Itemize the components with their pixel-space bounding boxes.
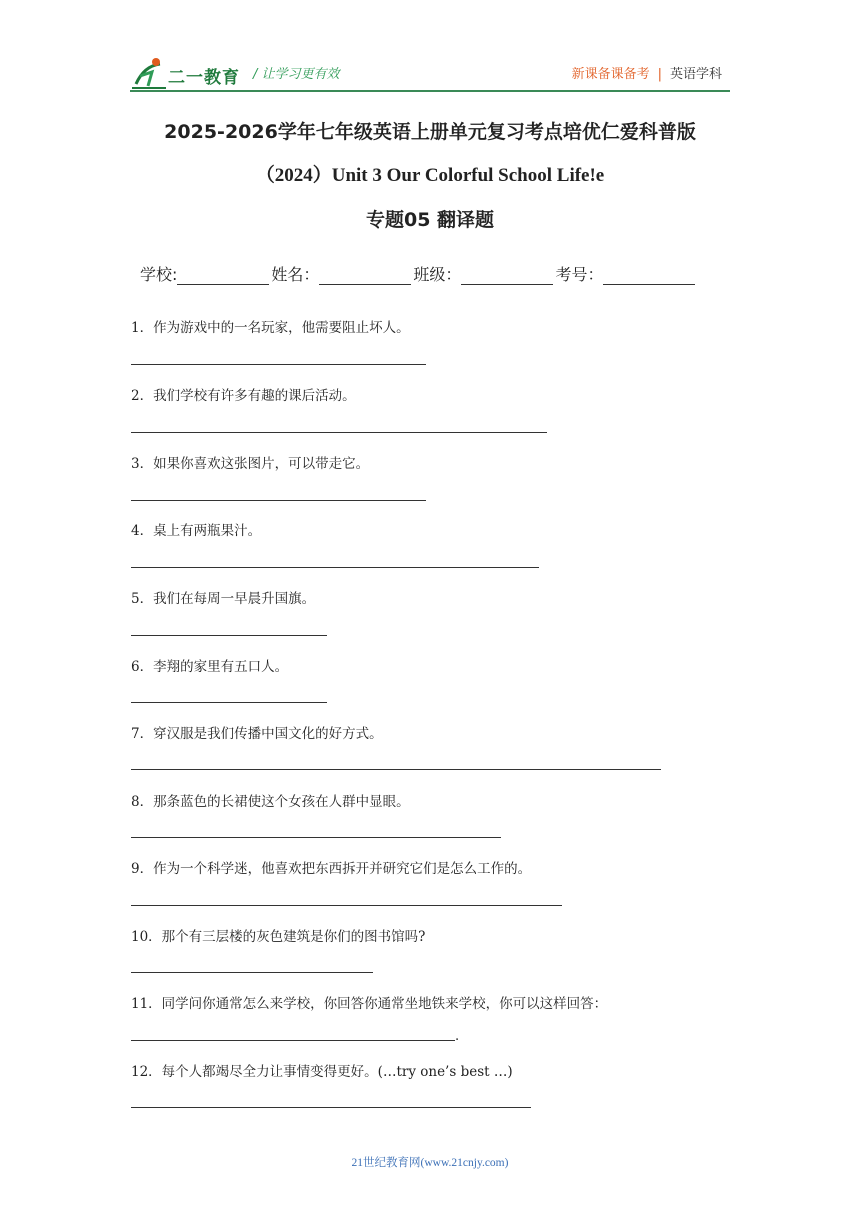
answer-line-7[interactable]: [131, 769, 661, 770]
question-10: 10．那个有三层楼的灰色建筑是你们的图书馆吗?: [131, 929, 426, 945]
answer-line-10[interactable]: [131, 972, 373, 973]
number-label: 考号：: [555, 265, 604, 284]
student-info-row: [140, 262, 697, 285]
answer-line-5[interactable]: [131, 635, 327, 636]
document-title: 2025-2026学年七年级英语上册单元复习考点培优仁爱科普版: [164, 121, 696, 143]
runner-logo-icon: [130, 56, 170, 90]
school-label: 学校:: [140, 265, 178, 284]
answer-line-12[interactable]: [131, 1107, 531, 1108]
tag-course-prep: 新课备课备考: [571, 67, 650, 82]
answer-line-3[interactable]: [131, 500, 426, 501]
topic-title: 专题05 翻译题: [365, 209, 495, 231]
tag-separator: |: [657, 67, 662, 82]
logo-text: 二一教育: [168, 68, 240, 88]
answer-line-2[interactable]: [131, 432, 547, 433]
school-blank[interactable]: [177, 266, 269, 285]
header-divider: [130, 90, 730, 92]
footer-source: 21世纪教育网(www.21cnjy.com): [351, 1157, 509, 1169]
question-9: 9．作为一个科学迷，他喜欢把东西拆开并研究它们是怎么工作的。: [131, 861, 532, 877]
question-12: 12．每个人都竭尽全力让事情变得更好。(…try one’s best …): [131, 1064, 513, 1080]
question-2: 2．我们学校有许多有趣的课后活动。: [131, 388, 356, 404]
question-7: 7．穿汉服是我们传播中国文化的好方式。: [131, 726, 383, 742]
answer-line-11[interactable]: [131, 1040, 455, 1041]
question-11: 11．同学问你通常怎么来学校，你回答你通常坐地铁来学校，你可以这样回答：: [131, 996, 608, 1012]
tag-subject: 英语学科: [669, 67, 722, 82]
question-8: 8．那条蓝色的长裙使这个女孩在人群中显眼。: [131, 794, 410, 810]
answer-line-6[interactable]: [131, 702, 327, 703]
answer-line-8[interactable]: [131, 837, 501, 838]
answer-line-4[interactable]: [131, 567, 539, 568]
header-tags: [572, 63, 722, 82]
class-blank[interactable]: [461, 266, 553, 285]
answer-period: .: [455, 1029, 460, 1044]
question-4: 4．桌上有两瓶果汁。: [131, 523, 262, 539]
name-blank[interactable]: [319, 266, 411, 285]
question-1: 1．作为游戏中的一名玩家，他需要阻止坏人。: [131, 320, 410, 336]
document-subtitle: （2024）Unit 3 Our Colorful School Life!e: [255, 165, 605, 186]
answer-line-9[interactable]: [131, 905, 562, 906]
question-6: 6．李翔的家里有五口人。: [131, 659, 289, 675]
slogan: / 让学习更有效: [253, 67, 340, 82]
number-blank[interactable]: [603, 266, 695, 285]
class-label: 班级：: [413, 265, 462, 284]
page-header: [0, 0, 860, 100]
question-5: 5．我们在每周一早晨升国旗。: [131, 591, 316, 607]
name-label: 姓名：: [271, 265, 320, 284]
question-3: 3．如果你喜欢这张图片，可以带走它。: [131, 456, 370, 472]
answer-line-1[interactable]: [131, 364, 426, 365]
